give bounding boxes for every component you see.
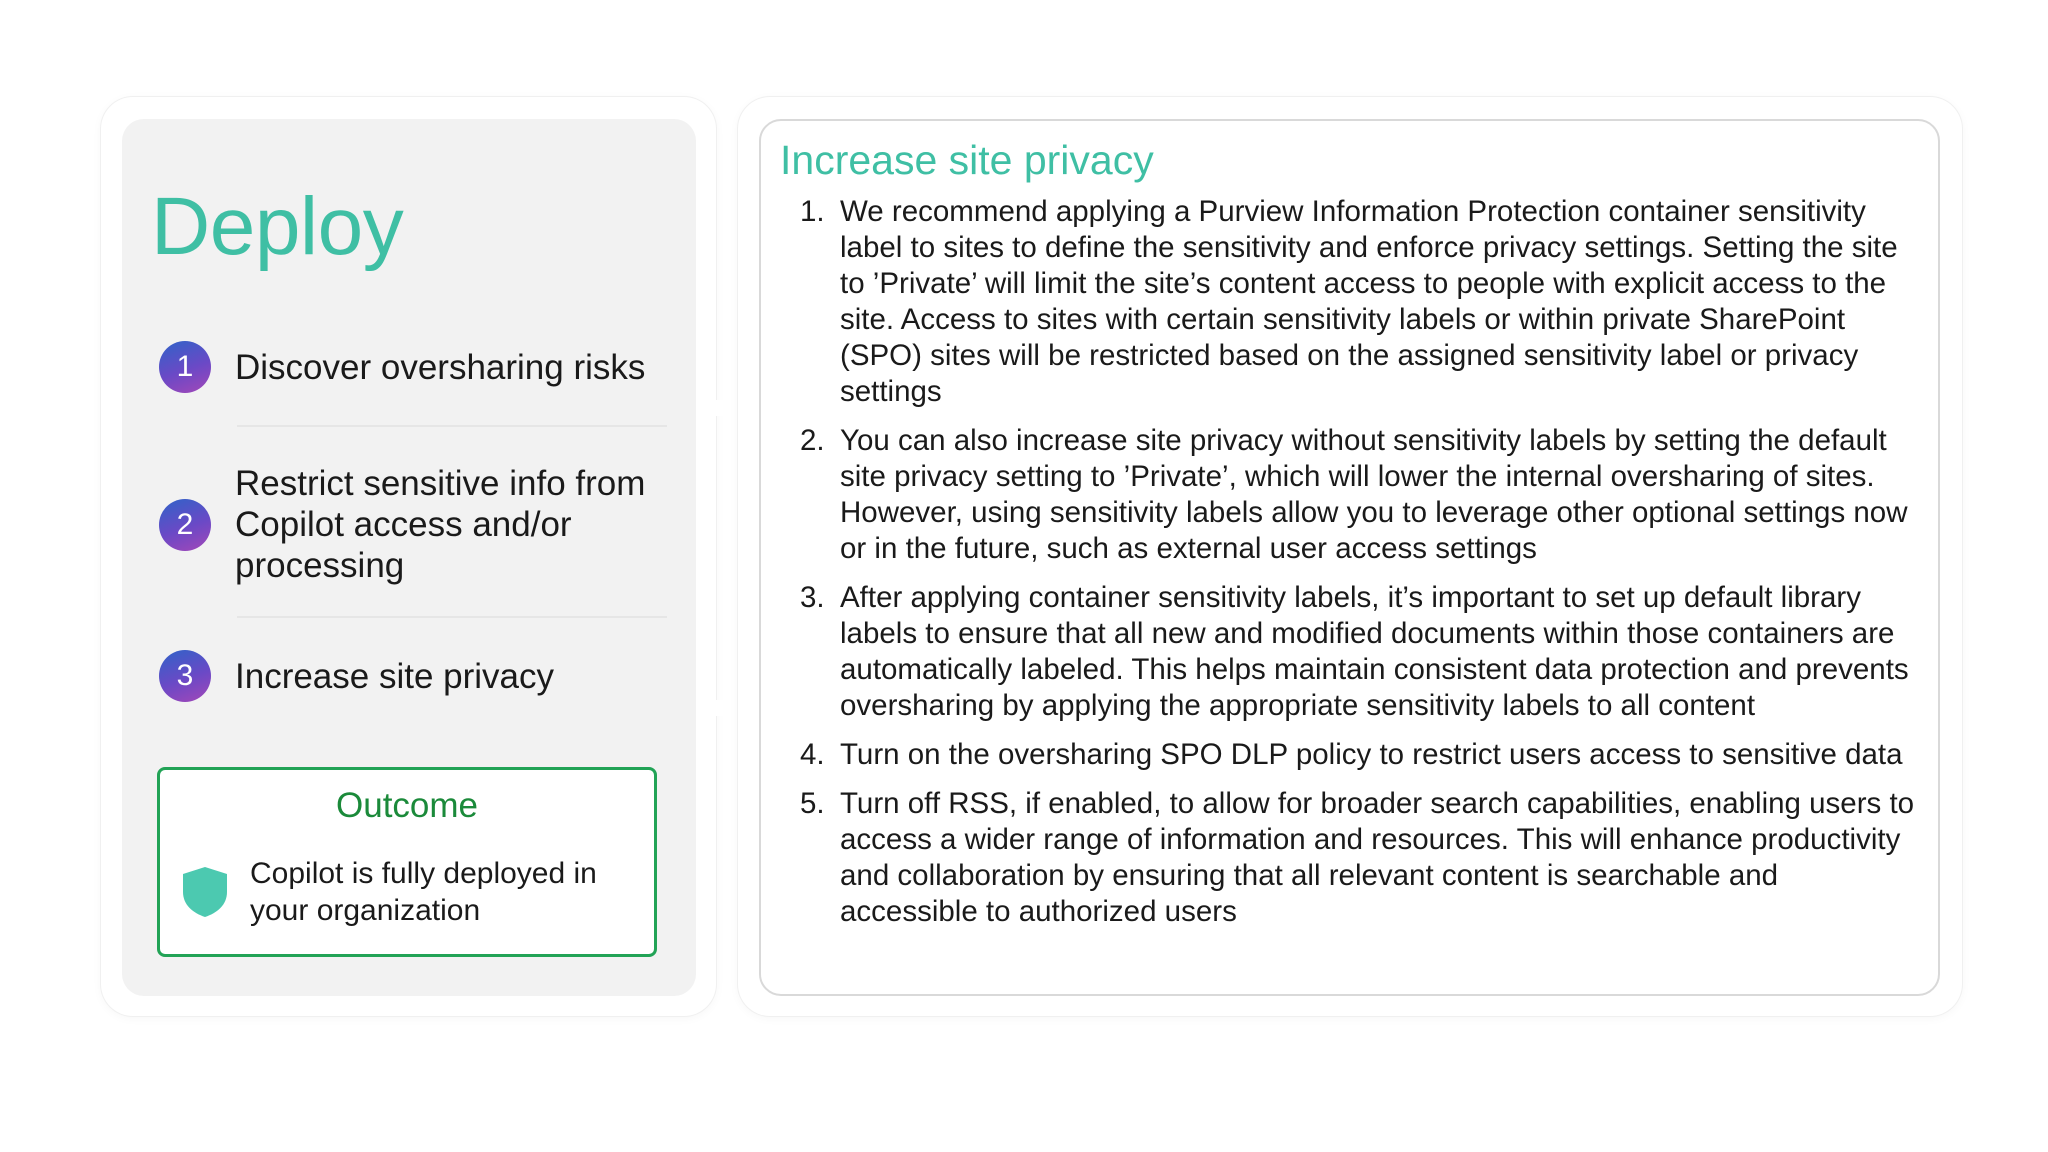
outcome-title: Outcome — [336, 786, 478, 825]
list-item — [800, 737, 1920, 773]
card-connector-top — [716, 400, 738, 416]
list-item-number: 3. — [800, 581, 825, 614]
step-label: Discover oversharing risks — [235, 347, 646, 387]
list-item — [800, 786, 1920, 930]
outcome-box — [157, 767, 657, 957]
step-number-badge: 3 — [159, 650, 211, 702]
list-item — [800, 580, 1920, 724]
shield-icon — [181, 865, 229, 919]
step-divider — [237, 616, 667, 618]
list-item-text: After applying container sensitivity labels, it’s important to set up default library labels to ensure that all new and modified documents within those containers are automatically labeled. This helps maintain consistent data protection and prevents oversharing by applying the appropriate sensitivity labels to all content — [840, 581, 1909, 722]
card-connector-bottom — [716, 700, 738, 716]
list-item-text: Turn off RSS, if enabled, to allow for broader search capabilities, enabling users to access a wider range of information and resources. This will enhance productivity and collaboration by ensuring that all relevant content is searchable and accessible to authorized users — [840, 787, 1915, 928]
list-item-text: You can also increase site privacy without sensitivity labels by setting the default site privacy setting to ’Private’, which will lower the internal oversharing of sites. However, using sensitivity labels allow you to leverage other optional settings now or in the future, such as external user access settings — [840, 424, 1908, 565]
list-item-number: 2. — [800, 424, 825, 457]
step-increase-privacy[interactable] — [159, 650, 554, 702]
step-number-badge: 2 — [159, 499, 211, 551]
list-item-number: 4. — [800, 738, 825, 771]
list-item-text: We recommend applying a Purview Information Protection container sensitivity label to sites to define the sensitivity and enforce privacy settings. Setting the site to ’Private’ will limit the site’s content access to people with explicit access to the site. Access to sites with certain sensitivity labels or within private SharePoint (SPO) sites will be restricted based on the assigned sensitivity label or privacy settings — [840, 195, 1898, 408]
step-label: Increase site privacy — [235, 656, 555, 696]
list-item-text: Turn on the oversharing SPO DLP policy to restrict users access to sensitive data — [840, 738, 1903, 771]
step-label: Restrict sensitive info from Copilot access and/or processing — [235, 464, 646, 585]
recommendation-list — [800, 194, 1920, 943]
step-discover[interactable] — [159, 341, 645, 393]
outcome-text: Copilot is fully deployed in your organization — [250, 857, 597, 927]
list-item — [800, 423, 1920, 567]
list-item — [800, 194, 1920, 410]
step-divider — [237, 425, 667, 427]
step-restrict[interactable] — [159, 463, 655, 586]
section-title: Increase site privacy — [780, 137, 1154, 183]
page-title: Deploy — [151, 181, 404, 272]
list-item-number: 5. — [800, 787, 825, 820]
step-number-badge: 1 — [159, 341, 211, 393]
list-item-number: 1. — [800, 195, 825, 228]
